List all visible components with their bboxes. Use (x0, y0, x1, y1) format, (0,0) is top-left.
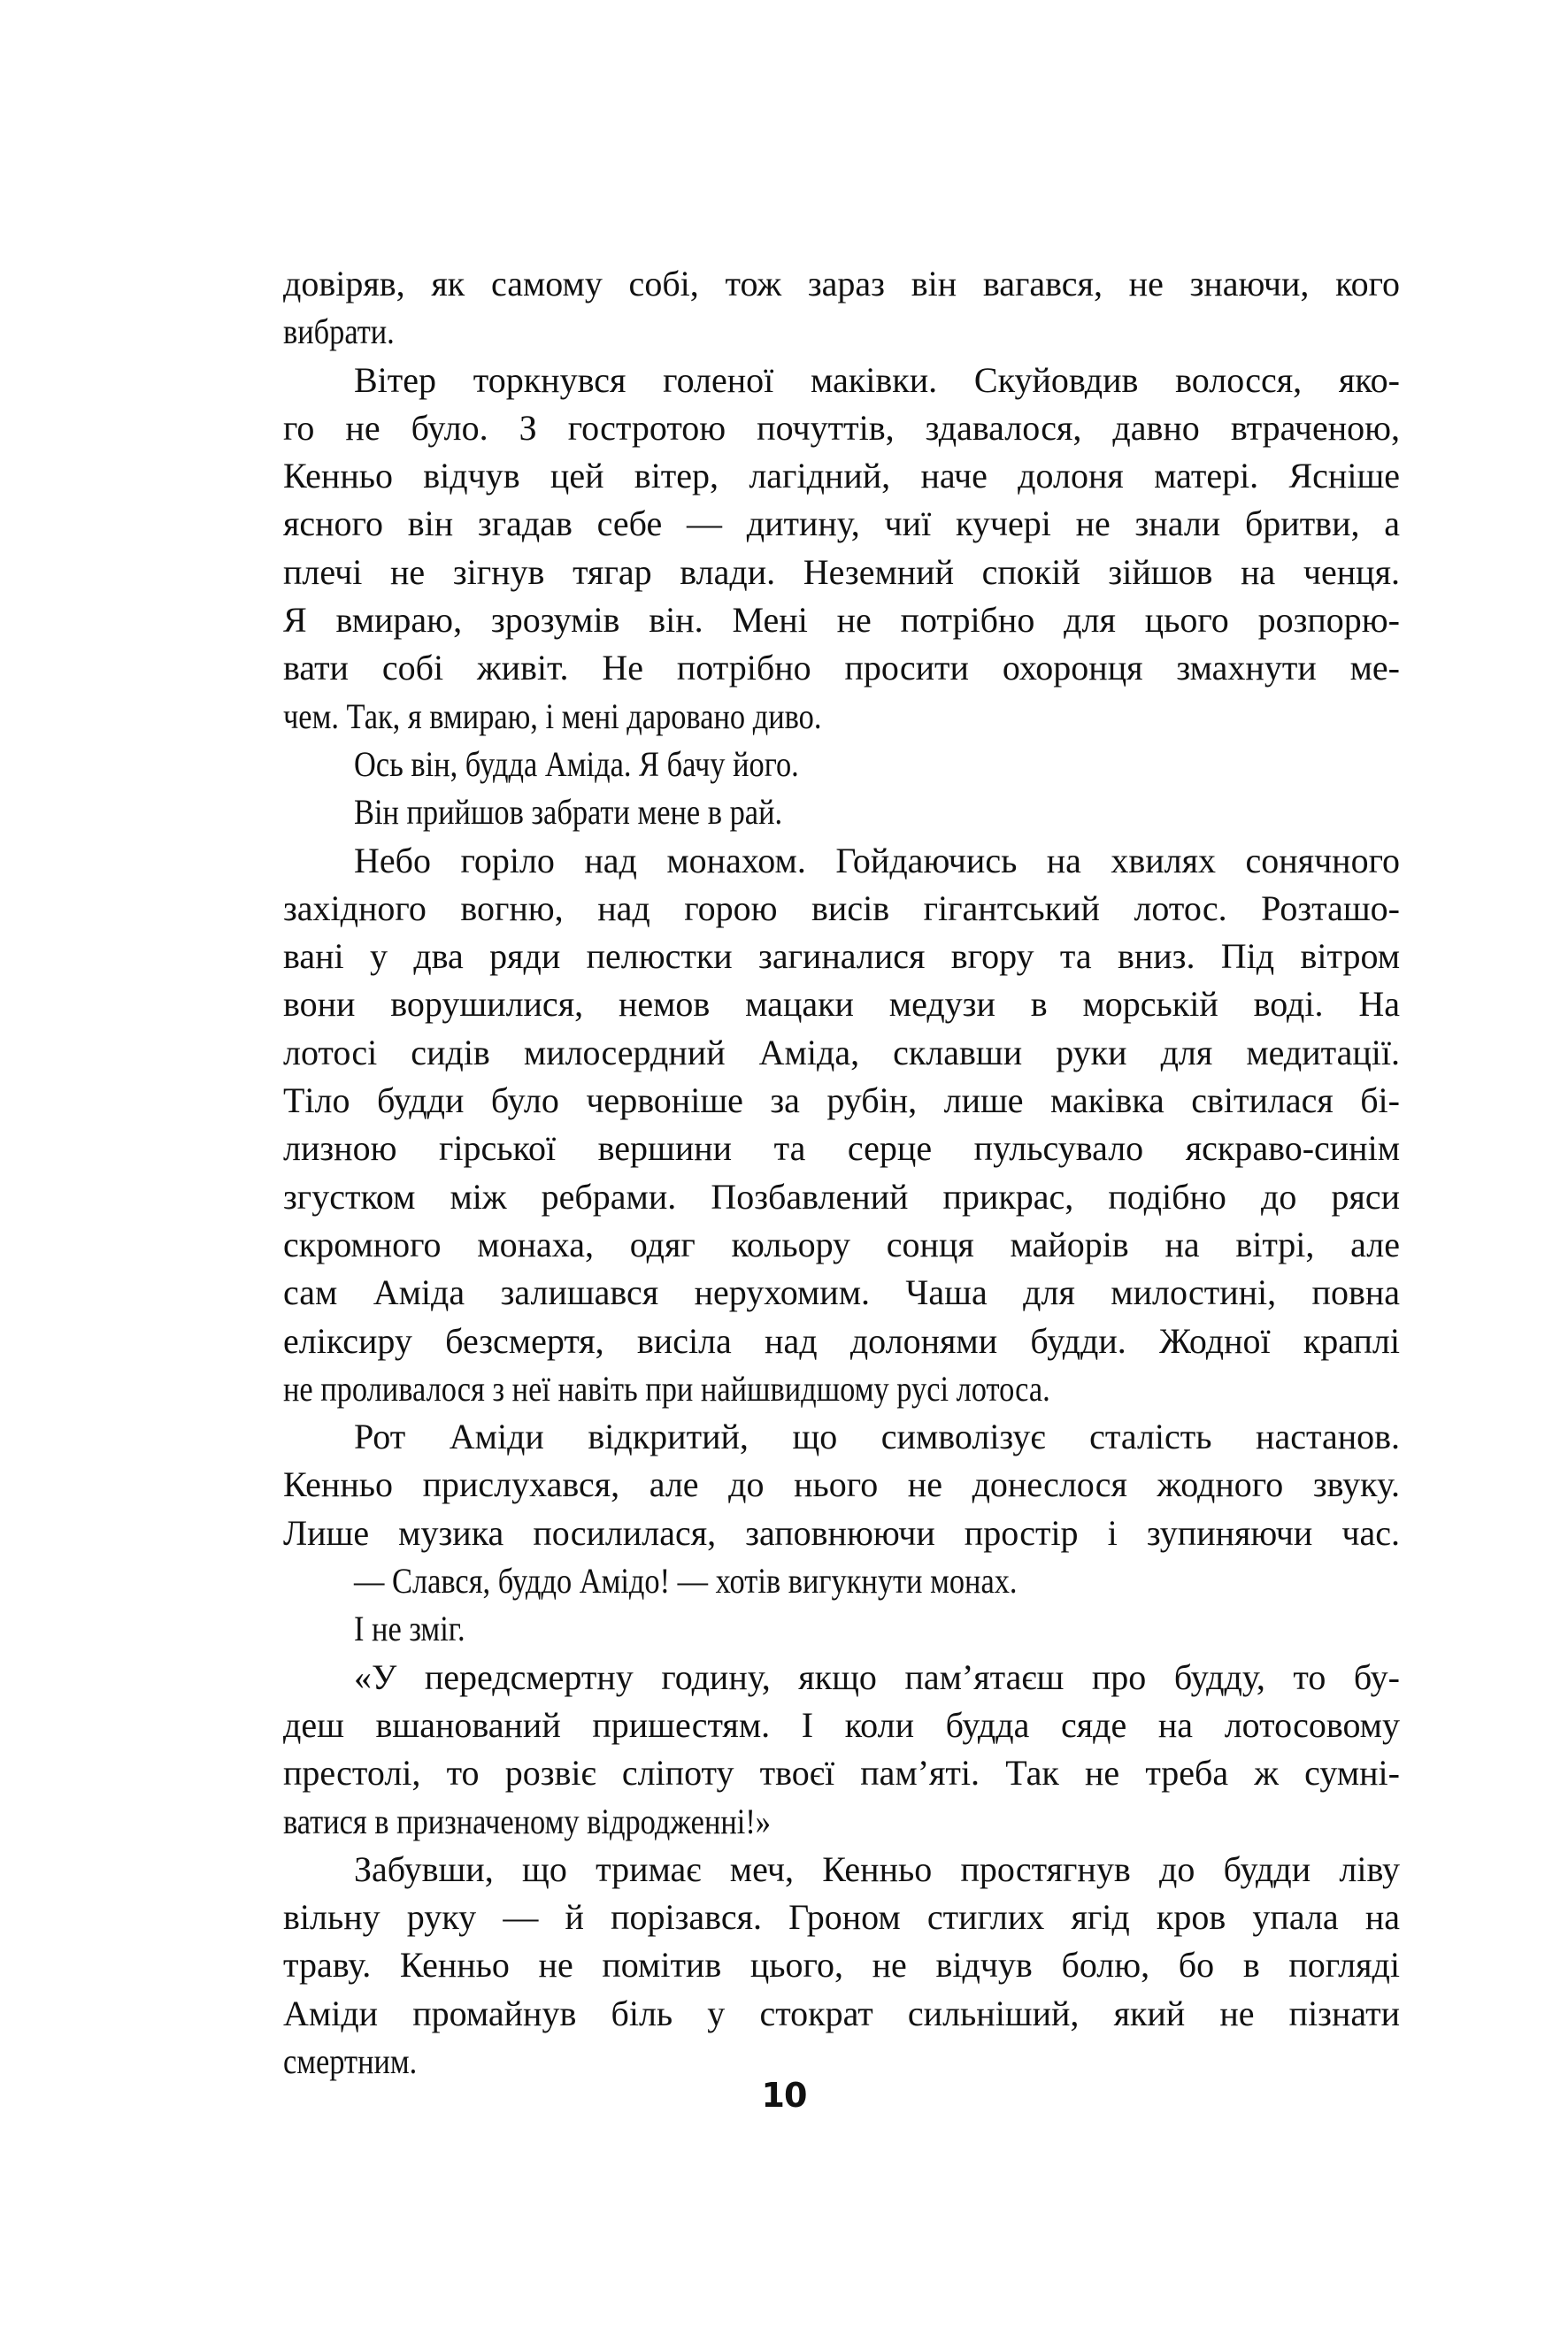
text-line-content: Вітер торкнувся голеної маківки. Скуйовдив волосся, яко- (354, 359, 1400, 400)
text-line (283, 1029, 1400, 1077)
text-line (283, 837, 1400, 885)
text-line-content: Забувши, що тримає меч, Кенньо простягнув до будди ліву (354, 1848, 1400, 1889)
text-line-content: еліксиру безсмертя, висіла над долонями будди. Жодної краплі (283, 1320, 1400, 1361)
text-line (283, 1798, 1400, 1846)
text-line-content: Аміди промайнув біль у стократ сильніший, який не пізнати (283, 1993, 1400, 2033)
text-line-content: довіряв, як самому собі, тож зараз він вагався, не знаючи, кого (283, 264, 1400, 303)
page-number: 10 (761, 2076, 807, 2115)
text-line (283, 452, 1400, 500)
text-line (283, 500, 1400, 548)
text-line-content: вані у два ряди пелюстки загиналися вгору та вниз. Під вітром (283, 936, 1400, 977)
text-line-content: згустком між ребрами. Позбавлений прикрас, подібно до ряси (283, 1176, 1400, 1217)
text-line (283, 644, 1400, 692)
text-line-content: вати собі живіт. Не потрібно просити охоронця змахнути ме- (283, 648, 1400, 688)
text-line (283, 1654, 1400, 1702)
text-line-content: смертним. (283, 2040, 418, 2081)
text-line-content: траву. Кенньо не помітив цього, не відчув болю, бо в погляді (283, 1945, 1400, 1986)
text-line (283, 1413, 1400, 1461)
text-line (283, 1077, 1400, 1125)
text-line-content: сам Аміда залишався нерухомим. Чаша для милостині, повна (283, 1272, 1400, 1313)
text-line-content: І не зміг. (354, 1609, 465, 1649)
text-line (283, 1510, 1400, 1557)
text-line-content: Тіло будди було червоніше за рубін, лише маківка світилася бі- (283, 1080, 1400, 1121)
text-line (283, 1702, 1400, 1749)
text-line (283, 980, 1400, 1028)
text-line-content: Я вмираю, зрозумів він. Мені не потрібно для цього розпорю- (283, 600, 1400, 641)
text-line-content: «У передсмертну годину, якщо пам’ятаєш про будду, то бу- (354, 1656, 1400, 1697)
text-line-content: плечі не зігнув тягар влади. Неземний спокій зійшов на ченця. (283, 551, 1400, 592)
text-line (283, 1318, 1400, 1365)
text-line-content: Лише музика посилилася, заповнюючи простір і зупиняючи час. (283, 1512, 1400, 1553)
text-line-content: го не було. З гостротою почуттів, здавалося, давно втраченою, (283, 407, 1400, 448)
text-line (283, 404, 1400, 452)
text-line-content: вільну руку — й порізався. Гроном стиглих ягід кров упала на (283, 1897, 1400, 1938)
text-line-content: скромного монаха, одяг кольору сонця майорів на вітрі, але (283, 1224, 1400, 1264)
text-line-content: — Слався, буддо Амідо! — хотів вигукнути монах. (354, 1561, 1018, 1602)
text-line-content: лизною гірської вершини та серце пульсувало яскраво-синім (283, 1128, 1400, 1169)
text-line (283, 788, 1400, 836)
text-line (283, 1365, 1400, 1413)
text-line (283, 1605, 1400, 1653)
text-line (283, 1941, 1400, 1989)
text-line (283, 741, 1400, 788)
text-line (283, 1990, 1400, 2038)
text-line (283, 1461, 1400, 1509)
text-line (283, 885, 1400, 933)
text-line (283, 1125, 1400, 1172)
text-line-content: не проливалося з неї навіть при найшвидшому русі лотоса. (283, 1368, 1050, 1409)
text-line (283, 1173, 1400, 1221)
text-line-content: чем. Так, я вмираю, і мені даровано диво. (283, 695, 822, 736)
text-line-content: ватися в призначеному відродженні!» (283, 1801, 771, 1841)
text-line (283, 596, 1400, 644)
text-line-content: Кенньо прислухався, але до нього не донеслося жодного звуку. (283, 1464, 1400, 1505)
text-line-content: лотосі сидів милосердний Аміда, склавши руки для медитації. (283, 1032, 1400, 1072)
text-line (283, 1846, 1400, 1894)
text-line (283, 549, 1400, 596)
text-line-content: деш вшанований пришестям. І коли будда сяде на лотосовому (283, 1704, 1400, 1745)
text-line (283, 933, 1400, 980)
text-line-content: престолі, то розвіє сліпоту твоєї пам’яті. Так не треба ж сумні- (283, 1753, 1400, 1794)
text-line-content: західного вогню, над горою висів гігантський лотос. Розташо- (283, 887, 1400, 928)
text-line-content: Небо горіло над монахом. Гойдаючись на хвилях сонячного (354, 840, 1400, 880)
text-line (283, 260, 1400, 308)
text-line-content: ясного він згадав себе — дитину, чиї кучері не знали бритви, а (283, 503, 1400, 544)
text-line-content: вони ворушилися, немов мацаки медузи в морській воді. На (283, 984, 1400, 1025)
text-line (283, 357, 1400, 404)
text-line (283, 1894, 1400, 1941)
text-line (283, 1269, 1400, 1317)
text-line (283, 1557, 1400, 1605)
text-line (283, 1749, 1400, 1797)
body-text (283, 260, 1400, 2086)
text-line-content: Він прийшов забрати мене в рай. (354, 792, 783, 833)
text-line-content: Кенньо відчув цей вітер, лагідний, наче долоня матері. Ясніше (283, 456, 1400, 496)
text-line (283, 1221, 1400, 1269)
text-line (283, 308, 1400, 356)
text-line-content: Ось він, будда Аміда. Я бачу його. (354, 743, 799, 784)
text-line-content: вибрати. (283, 311, 395, 352)
text-line (283, 693, 1400, 741)
text-line-content: Рот Аміди відкритий, що символізує сталість настанов. (354, 1417, 1400, 1457)
